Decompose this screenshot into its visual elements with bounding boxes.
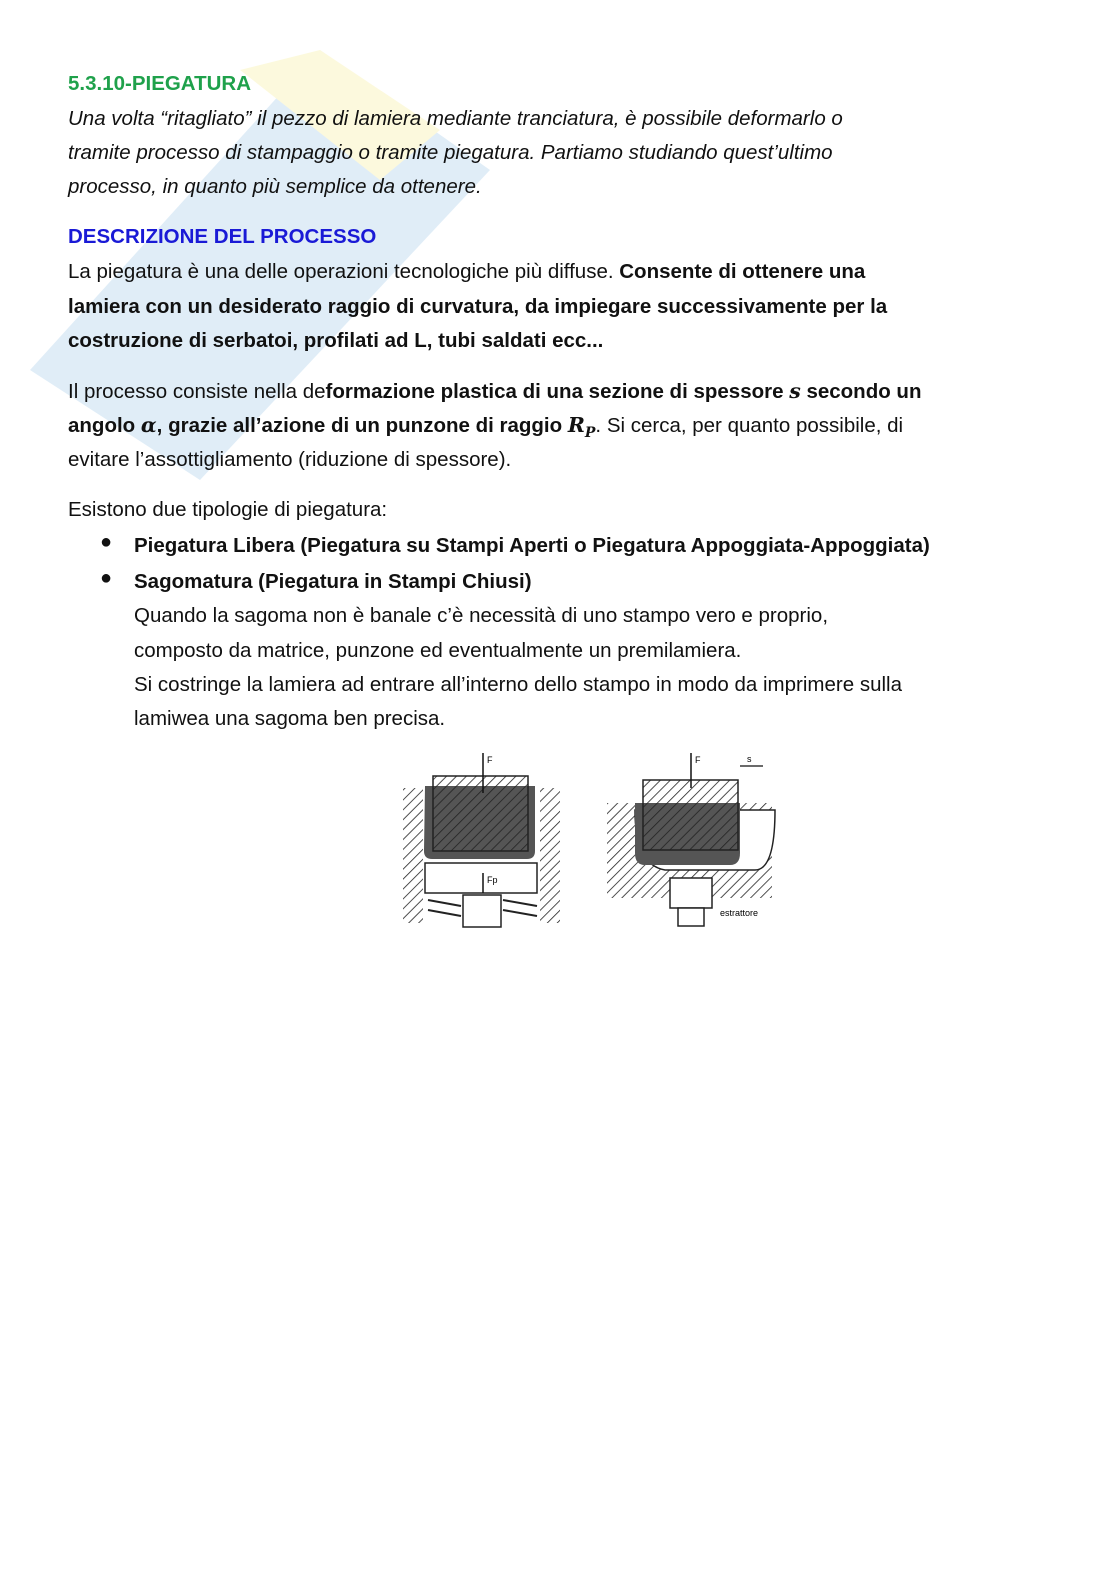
- text-bold: secondo un: [800, 380, 922, 403]
- list-item-desc: lamiwea una sagoma ben precisa.: [134, 707, 446, 730]
- list-item-desc: composto da matrice, punzone ed eventualmente un premilamiera.: [134, 639, 742, 662]
- counter-force-label: Fp: [487, 875, 498, 885]
- math-alpha: α: [140, 413, 157, 437]
- list-item-desc: Si costringe la lamiera ad entrare all’interno dello stampo in modo da imprimere sulla: [134, 673, 902, 696]
- force-label: F: [695, 755, 701, 765]
- paragraph-line: lamiera con un desiderato raggio di curvatura, da impiegare successivamente per la: [68, 295, 888, 318]
- math-s: s: [789, 379, 801, 403]
- paragraph-line: [68, 374, 921, 409]
- paragraph-line: [68, 255, 865, 289]
- intro-line: processo, in quanto più semplice da ottenere.: [68, 175, 482, 198]
- thickness-label: s: [747, 754, 752, 764]
- list-item-desc: Quando la sagoma non è banale c’è necessità di uno stampo vero e proprio,: [134, 604, 829, 627]
- text-bold: Consente di ottenere una: [619, 260, 866, 283]
- force-label: F: [487, 755, 493, 765]
- paragraph-line: costruzione di serbatoi, profilati ad L, tubi saldati ecc...: [68, 329, 604, 352]
- list-item: Sagomatura (Piegatura in Stampi Chiusi): [134, 570, 532, 593]
- text: . Si cerca, per quanto possibile, di: [595, 414, 904, 437]
- text-bold: , grazie all’azione di un punzone di raggio: [156, 414, 568, 437]
- text: La piegatura è una delle operazioni tecnologiche più diffuse.: [68, 260, 620, 283]
- bullet-icon: ●: [100, 567, 113, 589]
- math-P: P: [584, 425, 596, 442]
- text-bold: formazione plastica di una sezione di spessore: [325, 380, 790, 403]
- list-item: Piegatura Libera (Piegatura su Stampi Aperti o Piegatura Appoggiata-Appoggiata): [134, 534, 930, 557]
- paragraph-line: evitare l’assottigliamento (riduzione di spessore).: [68, 448, 512, 471]
- heading: 5.3.10-PIEGATURA: [68, 72, 252, 95]
- text-bold: angolo: [68, 414, 141, 437]
- section-title: DESCRIZIONE DEL PROCESSO: [68, 225, 377, 248]
- open-die-diagram: [403, 753, 560, 927]
- text: Il processo consiste nella de: [68, 380, 326, 403]
- paragraph-line: Esistono due tipologie di piegatura:: [68, 498, 388, 521]
- intro-line: tramite processo di stampaggio o tramite piegatura. Partiamo studiando quest’ultimo: [68, 141, 833, 164]
- intro-line: Una volta “ritagliato” il pezzo di lamiera mediante tranciatura, è possibile deformarlo o: [68, 107, 843, 130]
- bullet-icon: ●: [100, 531, 113, 553]
- closed-die-diagram: [607, 753, 775, 926]
- bending-die-figure: [395, 748, 785, 938]
- math-R: R: [567, 413, 585, 437]
- extractor-label: estrattore: [720, 908, 759, 918]
